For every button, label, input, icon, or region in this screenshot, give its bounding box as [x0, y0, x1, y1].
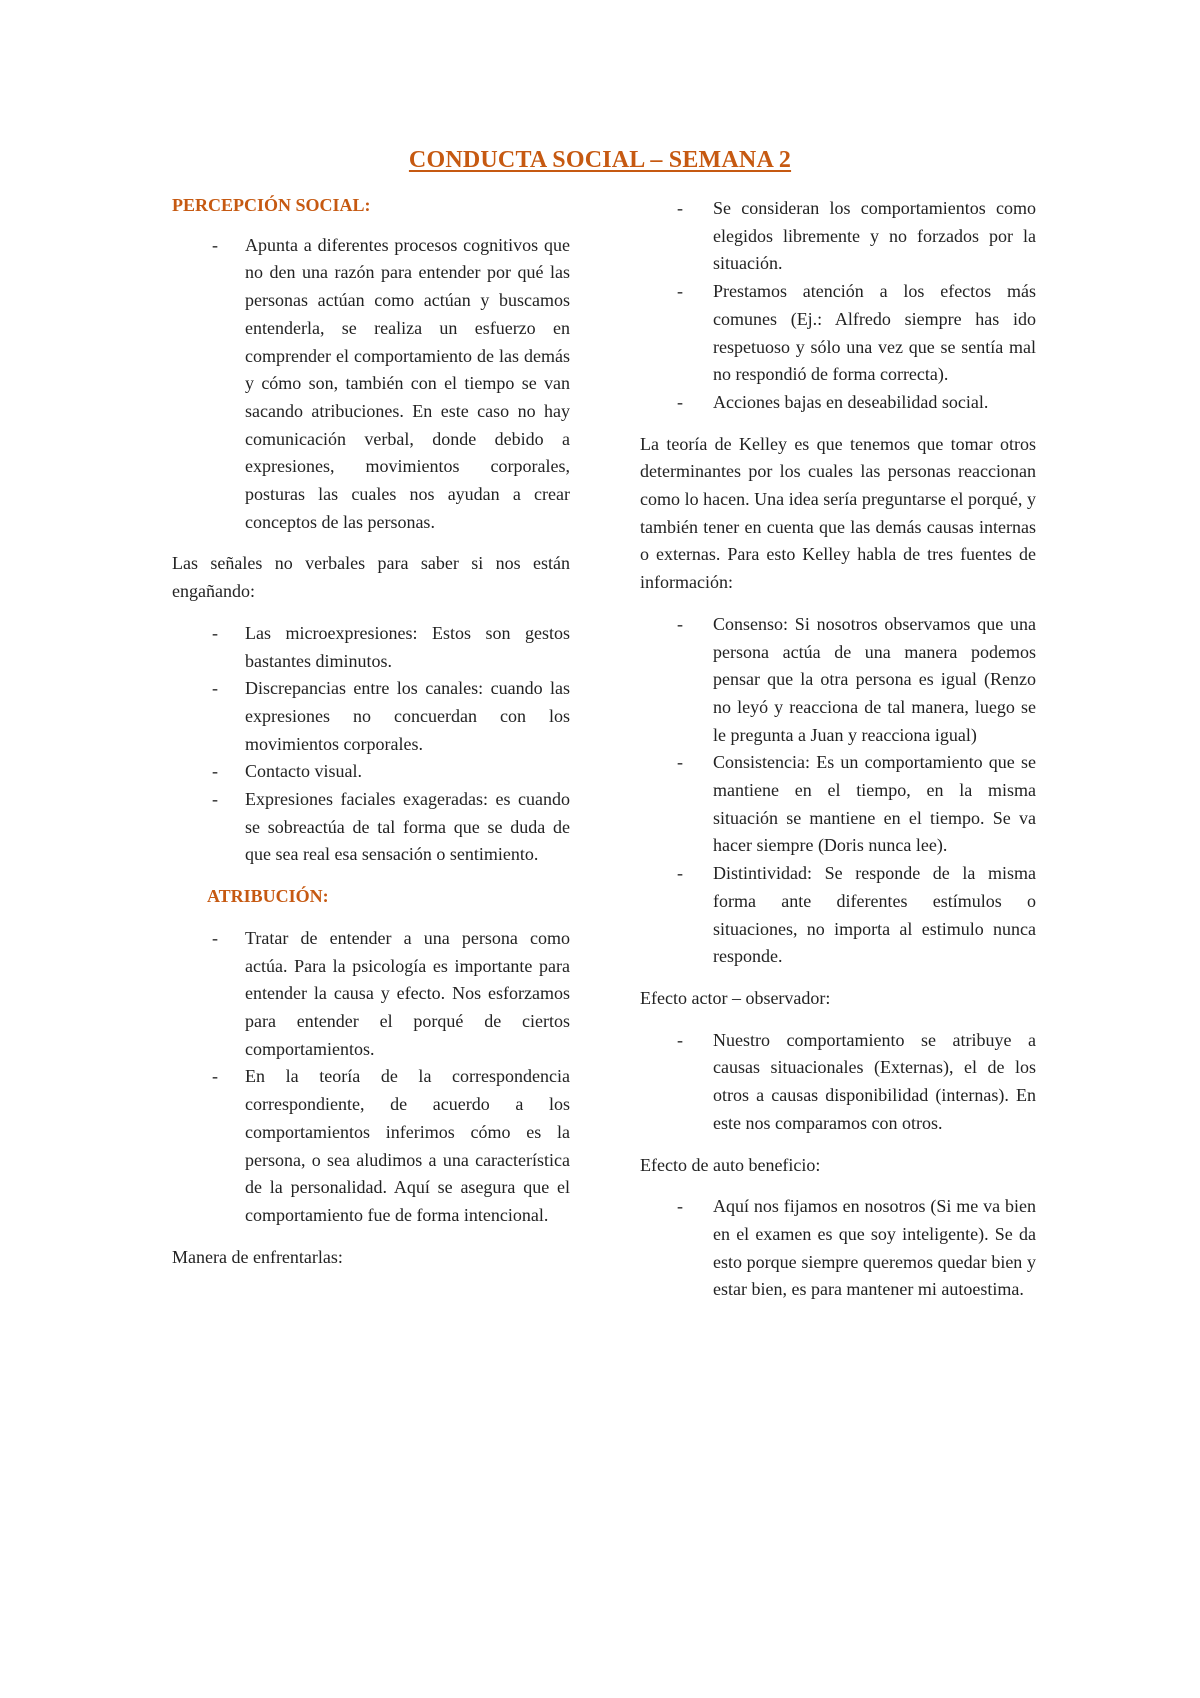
list-item: - Consistencia: Es un comportamiento que se mantiene en el tiempo, en la misma situación se mantiene en el tiempo. Se va hacer siempre (Doris nunca lee).	[640, 749, 1036, 860]
list-item: - Acciones bajas en deseabilidad social.	[640, 389, 1036, 417]
actor-observador-text: Efecto actor – observador:	[640, 987, 831, 1008]
left-column	[172, 192, 570, 1271]
right-column	[640, 195, 1036, 1304]
senales-intro: Las señales no verbales para saber si nos están engañando:	[172, 553, 570, 602]
manera-text: Manera de enfrentarlas:	[172, 1246, 343, 1267]
list-item: - Consenso: Si nosotros observamos que una persona actúa de una manera podemos pensar que la otra persona es igual (Renzo no leyó y reacciona de tal manera, luego se le pregunta a Juan y reacciona igual)	[640, 611, 1036, 750]
kelley-paragraph: La teoría de Kelley es que tenemos que tomar otros determinantes por los cuales las personas reaccionan como lo hacen. Una idea sería preguntarse el porqué, y también tener en cuenta que las demás causas internas o externas. Para esto Kelley habla de tres fuentes de información:	[640, 433, 1036, 593]
list-item: - Discrepancias entre los canales: cuando las expresiones no concuerdan con los movimientos corporales.	[172, 675, 570, 758]
list-item: - Se consideran los comportamientos como elegidos libremente y no forzados por la situación.	[640, 195, 1036, 278]
list-item: - Aquí nos fijamos en nosotros (Si me va bien en el examen es que soy inteligente). Se da esto porque siempre queremos quedar bien y estar bien, es para mantener mi autoestima.	[640, 1193, 1036, 1304]
heading-atribucion: ATRIBUCIÓN:	[207, 886, 329, 907]
fuentes-list	[640, 611, 1036, 971]
senales-list	[172, 620, 570, 869]
list-item: - Tratar de entender a una persona como actúa. Para la psicología es importante para entender la causa y efecto. Nos esforzamos para entender el porqué de ciertos comportamientos.	[172, 925, 570, 1064]
actor-list	[640, 1027, 1036, 1138]
heading-percepcion: PERCEPCIÓN SOCIAL:	[172, 195, 371, 215]
list-item: - Expresiones faciales exageradas: es cuando se sobreactúa de tal forma que se duda de que sea real esa sensación o sentimiento.	[172, 786, 570, 869]
list-item: - Las microexpresiones: Estos son gestos bastantes diminutos.	[172, 620, 570, 675]
auto-beneficio-text: Efecto de auto beneficio:	[640, 1154, 821, 1175]
atribucion-list	[172, 925, 570, 1230]
list-item: - Contacto visual.	[172, 758, 570, 786]
auto-list	[640, 1193, 1036, 1304]
percepcion-list	[172, 232, 570, 537]
list-item: - En la teoría de la correspondencia correspondiente, de acuerdo a los comportamientos inferimos cómo es la persona, o sea aludimos a una característica de la personalidad. Aquí se asegura que el comportamiento fue de forma intencional.	[172, 1063, 570, 1229]
list-item: - Nuestro comportamiento se atribuye a causas situacionales (Externas), el de los otros a causas disponibilidad (internas). En este nos comparamos con otros.	[640, 1027, 1036, 1138]
list-item: - Distintividad: Se responde de la misma forma ante diferentes estímulos o situaciones, no importa al estimulo nunca responde.	[640, 860, 1036, 971]
list-item: - Apunta a diferentes procesos cognitivos que no den una razón para entender por qué las personas actúan como actúan y buscamos entenderla, se realiza un esfuerzo en comprender el comportamiento de las demás y cómo son, también con el tiempo se van sacando atribuciones. En este caso no hay comunicación verbal, donde debido a expresiones, movimientos corporales, posturas las cuales nos ayudan a crear conceptos de las personas.	[172, 232, 570, 537]
manera-list	[640, 195, 1036, 417]
page-title: CONDUCTA SOCIAL – SEMANA 2	[408, 147, 792, 173]
list-item: - Prestamos atención a los efectos más comunes (Ej.: Alfredo siempre has ido respetuoso y sólo una vez que se sentía mal no respondió de forma correcta).	[640, 278, 1036, 389]
